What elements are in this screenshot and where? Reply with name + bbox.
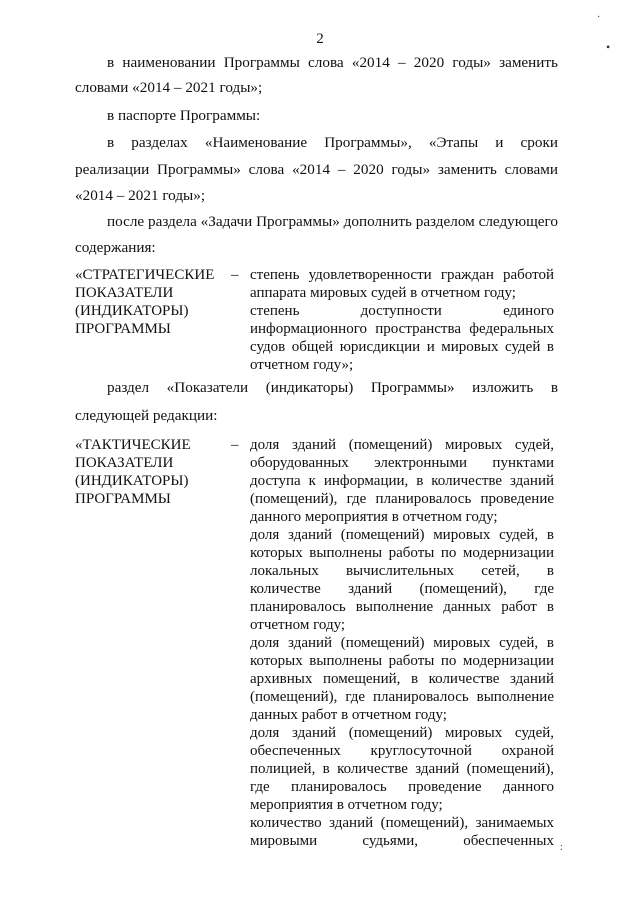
paragraph-line: следующей редакции:: [75, 407, 218, 424]
body-line: (помещений), где планировалось проведение: [250, 491, 554, 507]
paragraph-line: в разделах «Наименование Программы», «Этапы и сроки: [107, 134, 558, 151]
paragraph-line: раздел «Показатели (индикаторы) Программы» изложить в: [107, 379, 558, 396]
paragraph-line: «2014 – 2021 годы»;: [75, 187, 206, 204]
body-line: доля зданий (помещений) мировых судей,: [250, 437, 554, 453]
label-line: (ИНДИКАТОРЫ): [75, 303, 189, 319]
body-line: количество зданий (помещений), занимаемых: [250, 815, 554, 831]
body-line: архивных помещений, в количестве зданий: [250, 671, 554, 687]
body-line: где планировалось проведение данного: [250, 779, 554, 795]
body-line: доля зданий (помещений) мировых судей,: [250, 725, 554, 741]
body-line: мероприятия в отчетном году;: [250, 797, 443, 813]
section-label: [75, 266, 230, 338]
body-line: мировыми судьями, обеспеченных: [250, 833, 554, 849]
body-line: отчетном году;: [250, 617, 346, 633]
body-line: локальных вычислительных сетей, в: [250, 563, 554, 579]
body-line: (помещений), где планировалось выполнение: [250, 689, 554, 705]
body-line: степень доступности единого: [250, 303, 554, 319]
body-line: которых выполнены работы по модернизации: [250, 545, 554, 561]
label-line: ПОКАЗАТЕЛИ: [75, 455, 174, 471]
section-body: [250, 266, 554, 374]
scan-speck: :: [560, 842, 563, 853]
strategic-indicators-section: [75, 266, 565, 376]
label-line: ПРОГРАММЫ: [75, 491, 171, 507]
label-line: (ИНДИКАТОРЫ): [75, 473, 189, 489]
dash: –: [231, 267, 239, 283]
body-line: доля зданий (помещений) мировых судей, в: [250, 635, 554, 651]
scan-speck: ·: [597, 12, 601, 23]
label-line: ПРОГРАММЫ: [75, 321, 171, 337]
body-line: полицией, в количестве зданий (помещений),: [250, 761, 554, 777]
label-line: «СТРАТЕГИЧЕСКИЕ: [75, 267, 215, 283]
page-number: 2: [316, 31, 324, 47]
body-line: доступа к информации, в количестве зданий: [250, 473, 554, 489]
body-line: степень удовлетворенности граждан работой: [250, 267, 554, 283]
paragraph-line: после раздела «Задачи Программы» дополнить разделом следующего: [107, 213, 558, 230]
body-line: аппарата мировых судей в отчетном году;: [250, 285, 516, 301]
paragraph-line: в паспорте Программы:: [107, 107, 261, 124]
body-line: доля зданий (помещений) мировых судей, в: [250, 527, 554, 543]
section-label: [75, 436, 230, 508]
paragraph-line: реализации Программы» слова «2014 – 2020 годы» заменить словами: [75, 161, 558, 178]
paragraph-line: словами «2014 – 2021 годы»;: [75, 79, 263, 96]
body-line: оборудованных электронными пунктами: [250, 455, 554, 471]
label-line: ПОКАЗАТЕЛИ: [75, 285, 174, 301]
tactical-indicators-section: [75, 436, 565, 860]
scan-speck: •: [606, 40, 611, 54]
body-line: количестве зданий (помещений), где: [250, 581, 554, 597]
body-line: данных работ в отчетном году;: [250, 707, 447, 723]
dash: –: [231, 437, 239, 453]
body-line: данного мероприятия в отчетном году;: [250, 509, 498, 525]
body-line: планировалось выполнение данных работ в: [250, 599, 554, 615]
body-line: которых выполнены работы по модернизации: [250, 653, 554, 669]
section-body: [250, 436, 554, 850]
body-line: судов общей юрисдикции и мировых судей в: [250, 339, 554, 355]
body-line: информационного пространства федеральных: [250, 321, 554, 337]
body-line: обеспеченных круглосуточной охраной: [250, 743, 554, 759]
paragraph-line: содержания:: [75, 239, 156, 256]
body-line: отчетном году»;: [250, 357, 354, 373]
paragraph-line: в наименовании Программы слова «2014 – 2020 годы» заменить: [107, 54, 558, 71]
label-line: «ТАКТИЧЕСКИЕ: [75, 437, 191, 453]
